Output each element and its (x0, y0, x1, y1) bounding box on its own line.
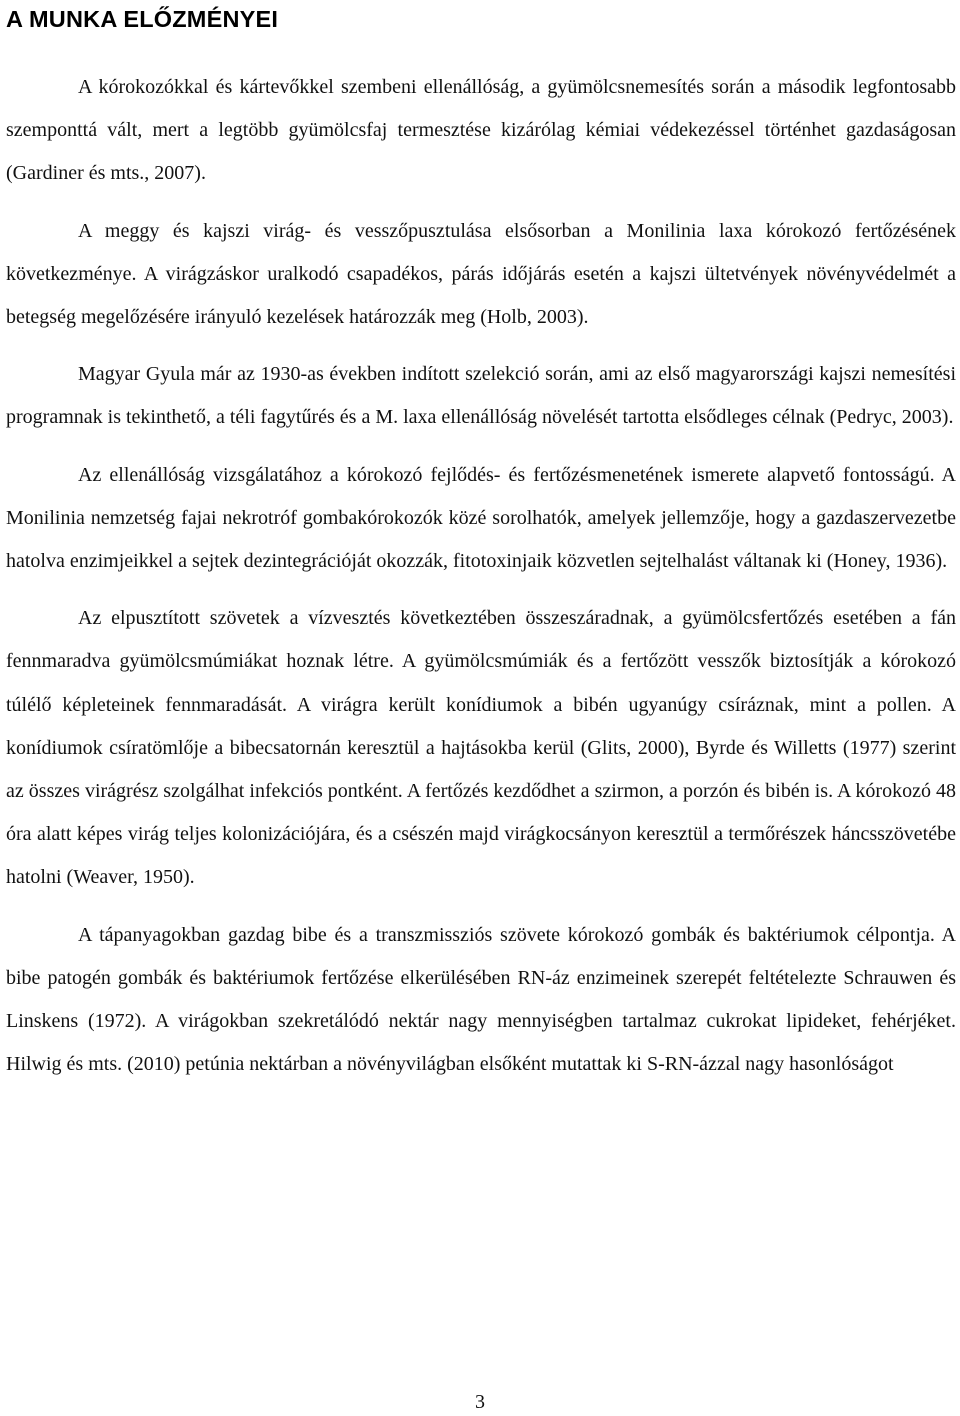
paragraph-stigma: A tápanyagokban gazdag bibe és a transzmissziós szövete kórokozó gombák és baktériumok célpontja. A bibe patogén gombák és baktériumok fertőzése elkerülésében RN-áz enzimeinek szerepét feltételezte Schrauwen és Linskens (1972). A virágokban szekretálódó nektár nagy mennyiségben tartalmaz cukrokat lipideket, fehérjéket. Hilwig és mts. (2010) petúnia nektárban a növényvilágban elsőként mutattak ki S-RN-ázzal nagy hasonlóságot (6, 923, 956, 1076)
page-number: 3 (475, 1391, 485, 1413)
paragraph-monilinia: A meggy és kajszi virág- és vesszőpusztulása elsősorban a Monilinia laxa kórokozó fertőzésének következménye. A virágzáskor uralkodó csapadékos, párás időjárás esetén a kajszi ültetvények növényvédelmét a betegség megelőzésére irányuló kezelések határozzák meg (Holb, 2003). (6, 219, 956, 329)
paragraph-intro: A kórokozókkal és kártevőkkel szembeni ellenállóság, a gyümölcsnemesítés során a második legfontosabb szemponttá vált, mert a legtöbb gyümölcsfaj termesztése kizárólag kémiai védekezéssel történhet gazdaságosan (Gardiner és mts., 2007). (6, 76, 956, 185)
paragraph-magyar-gyula: Magyar Gyula már az 1930-as években indított szelekció során, ami az első magyarországi kajszi nemesítési programnak is tekinthető, a téli fagytűrés és a M. laxa ellenállóság növelését tartotta elsődleges célnak (Pedryc, 2003). (6, 363, 956, 429)
section-heading: A MUNKA ELŐZMÉNYEI (6, 6, 279, 32)
paragraph-infection: Az elpusztított szövetek a vízvesztés következtében összeszáradnak, a gyümölcsfertőzés esetében a fán fennmaradva gyümölcsmúmiákat hoznak létre. A gyümölcsmúmiák és a fertőzött vesszők biztosítják a kórokozó túlélő képleteinek fennmaradását. A virágra került konídiumok a bibén ugyanúgy csíráznak, mint a pollen. A konídiumok csíratömlője a bibecsatornán keresztül a hajtásokba kerül (Glits, 2000), Byrde és Willetts (1977) szerint az összes virágrész szolgálhat infekciós pontként. A fertőzés kezdődhet a szirmon, a porzón és bibén is. A kórokozó 48 óra alatt képes virág teljes kolonizációjára, és a csészén majd virágkocsányon keresztül a termőrészek háncsszövetébe hatolni (Weaver, 1950). (6, 607, 956, 889)
paragraph-resistance: Az ellenállóság vizsgálatához a kórokozó fejlődés- és fertőzésmenetének ismerete alapvető fontosságú. A Monilinia nemzetség fajai nekrotróf gombakórokozók közé sorolhatók, amelyek jellemzője, hogy a gazdaszervezetbe hatolva enzimjeikkel a sejtek dezintegrációját okozzák, fitotoxinjaik közvetlen sejtelhalást váltanak ki (Honey, 1936). (6, 463, 956, 573)
